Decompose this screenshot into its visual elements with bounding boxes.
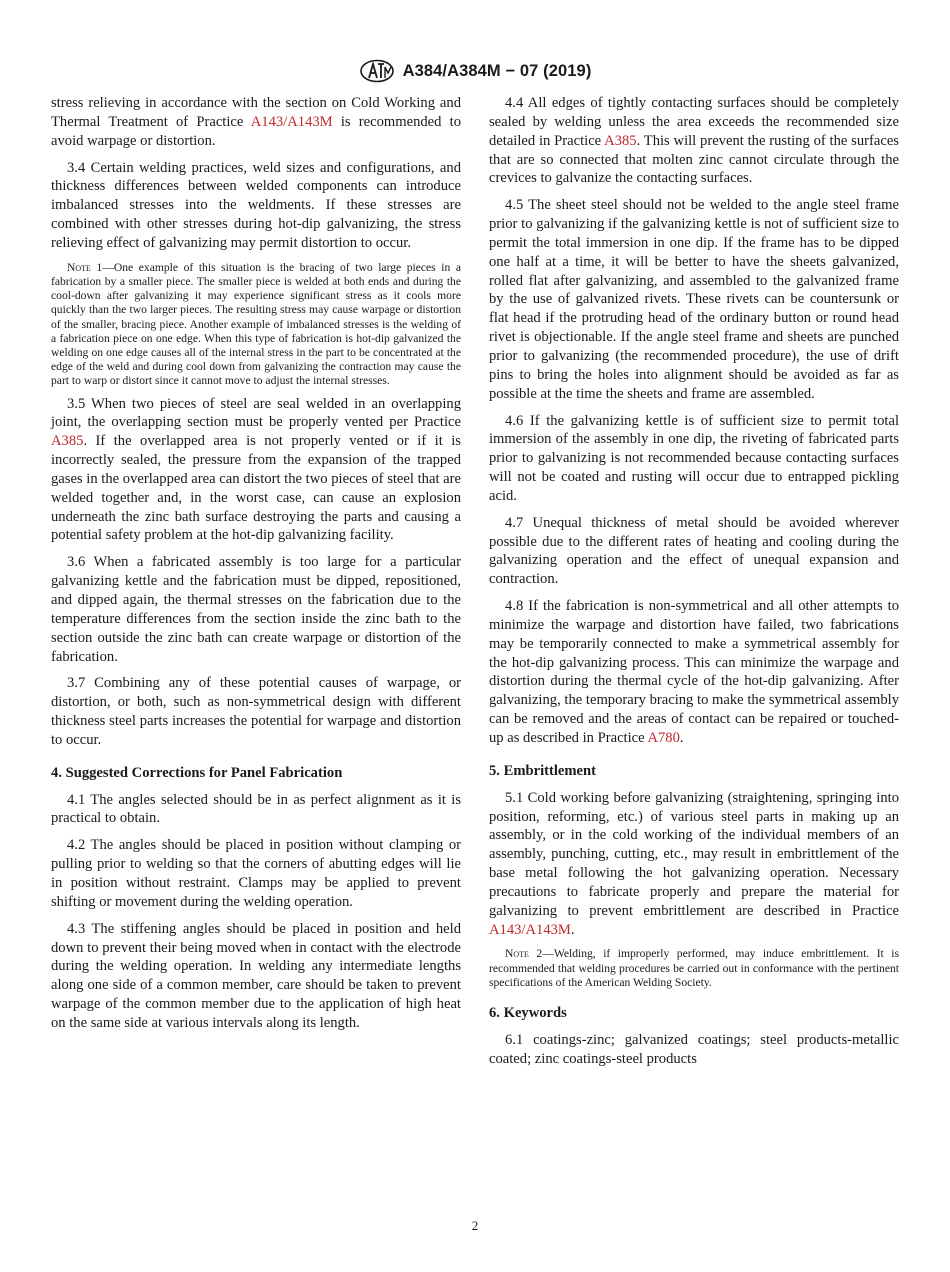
- section-4-6: 4.6 If the galvanizing kettle is of sufficient size to permit total immersion of the assembly in one dip, the riveting of fabricated parts prior to galvanizing is not recommended because contacting surfaces will not be coated and rusting will occur due to entrapped pickling acid.: [489, 412, 899, 504]
- link-a143[interactable]: A143/A143M: [489, 921, 571, 938]
- left-column: [51, 94, 461, 1041]
- section-4-3: 4.3 The stiffening angles should be placed in position and held down to prevent their being moved when in contact with the electrode during the welding operation. In welding any intermediate lengths along one side of a common member, care should be taken to prevent warpage of the common member due to the application of high heat on the same side at various intervals along its length.: [51, 920, 461, 1031]
- paragraph-continuation: stress relieving in accordance with the section on Cold Working and Thermal Treatment of Practice A143/A143M is recommended to avoid warpage or distortion.: [51, 95, 461, 149]
- link-a143[interactable]: A143/A143M: [250, 113, 333, 130]
- section-4-7: 4.7 Unequal thickness of metal should be avoided wherever possible due to the different rates of heating and cooling during the galvanizing operation and the effect of unequal expansion and contraction.: [489, 514, 899, 588]
- section-3-5: 3.5 When two pieces of steel are seal welded in an overlapping joint, the overlapping section must be properly vented per Practice A385. If the overlapped area is not properly vented or if it is incorrectly sealed, the pressure from the expansion of the trapped gases in the overlapped area can distort the two pieces of steel that are welded together and, in the worst case, can cause an explosion underneath the zinc bath surface destroying the parts and causing a potential safety problem at the hot-dip galvanizing facility.: [51, 395, 461, 544]
- section-3-6: 3.6 When a fabricated assembly is too large for a particular galvanizing kettle and the fabrication must be dipped, repositioned, and dipped again, the thermal stresses on the fabrication due to the temperature differences from the section inside the zinc bath to the section outside the zinc bath can create warpage or distortion of the fabrication.: [51, 554, 461, 665]
- document-designation: A384/A384M − 07 (2019): [402, 61, 592, 80]
- link-a385[interactable]: A385: [51, 433, 84, 450]
- section-3-7: 3.7 Combining any of these potential causes of warpage, or distortion, or both, such as non-symmetrical design with different thickness steel parts increases the potential for warpage and distortion to occur.: [51, 675, 461, 748]
- link-a385[interactable]: A385: [604, 132, 637, 149]
- note-1: Note 1—One example of this situation is the bracing of two large pieces in a fabrication by a smaller piece. The smaller piece is welded at both ends and during the cool-down after galvanizing it may experience significant stress as it cools more quickly than the two larger pieces. The resulting stress may cause warpage or distortion of the smaller, bracing piece. Another example of imbalanced stresses is the welding of a fabrication piece on one edge. When this type of fabrication is hot-dip galvanized the welding on one edge causes all of the internal stress in the part to be concentrated at the edge of the weld and during cool down from galvanizing the contraction may cause the part to warp or distort since it cannot move to adjust the internal stresses.: [51, 260, 461, 388]
- heading-section-4: 4. Suggested Corrections for Panel Fabrication: [51, 764, 343, 781]
- link-a780[interactable]: A780: [647, 730, 680, 746]
- page-header: [0, 56, 950, 86]
- page-number: 2: [471, 1218, 479, 1233]
- heading-section-6: 6. Keywords: [489, 1005, 567, 1022]
- section-4-5: 4.5 The sheet steel should not be welded to the angle steel frame prior to galvanizing if the galvanizing kettle is not of sufficient size to permit the total immersion in one dip. If the frame has to be dipped one half at a time, it will be better to have the sheets galvanized, rolled flat after galvanizing, and assembled to the galvanized frame by the use of galvanized rivets. These rivets can be countersunk or flat head if the protruding head of the ordinary button or round head rivet is objectionable. If the angle steel frame and sheets are punched prior to galvanizing (the recommended procedure), the use of drift pins to bring the holes into alignment should be avoided as far as possible at the time the sheets and frame are assembled.: [489, 197, 899, 402]
- section-4-8: 4.8 If the fabrication is non-symmetrical and all other attempts to minimize the warpage and distortion have failed, two fabrications may be temporarily connected to make a symmetrical assembly for the hot-dip galvanizing process. This can minimize the warpage and distortion during the thermal cycle of the hot-dip galvanizing. After galvanizing, the temporary bracing to make the symmetrical assembly can be removed and the areas of contact can be repaired or touched-up as described in Practice A780.: [489, 598, 899, 746]
- section-6-1: 6.1 coatings-zinc; galvanized coatings; steel products-metallic coated; zinc coatings-steel products: [489, 1031, 899, 1067]
- section-5-1: 5.1 Cold working before galvanizing (straightening, springing into position, reforming, etc.) of various steel parts in making up an assembly, or in the cold working of the individual members of an assembly, punching, cutting, etc., may result in embrittlement of the base metal following the hot galvanizing operation. Necessary precautions to fabricate properly and prepare the material for galvanizing to prevent embrittlement are described in Practice A143/A143M.: [489, 789, 899, 938]
- heading-section-5: 5. Embrittlement: [489, 762, 596, 779]
- section-4-1: 4.1 The angles selected should be in as perfect alignment as it is practical to obtain.: [51, 791, 461, 827]
- right-column: [489, 94, 899, 1077]
- section-4-2: 4.2 The angles should be placed in position without clamping or pulling prior to welding so that the corners of abutting edges will lie in position without restraint. Clamps may be applied to prevent shifting or movement during the welding operation.: [51, 837, 461, 910]
- astm-logo-icon: [359, 59, 395, 83]
- section-3-4: 3.4 Certain welding practices, weld sizes and configurations, and thickness differences between welded components can introduce imbalanced stresses into the weldments. If these stresses are combined with other stresses during hot-dip galvanizing, the stress relieving effect of galvanizing may permit distortion to occur.: [51, 159, 461, 251]
- note-2: Note 2—Welding, if improperly performed, may induce embrittlement. It is recommended that welding procedures be carried out in conformance with the pertinent specifications of the American Welding Society.: [489, 947, 900, 989]
- section-4-4: 4.4 All edges of tightly contacting surfaces should be completely sealed by welding unless the area exceeds the recommended size detailed in Practice A385. This will prevent the rusting of the surfaces that are so connected that molten zinc cannot circulate through the crevices to galvanize the contacting surfaces.: [489, 95, 899, 187]
